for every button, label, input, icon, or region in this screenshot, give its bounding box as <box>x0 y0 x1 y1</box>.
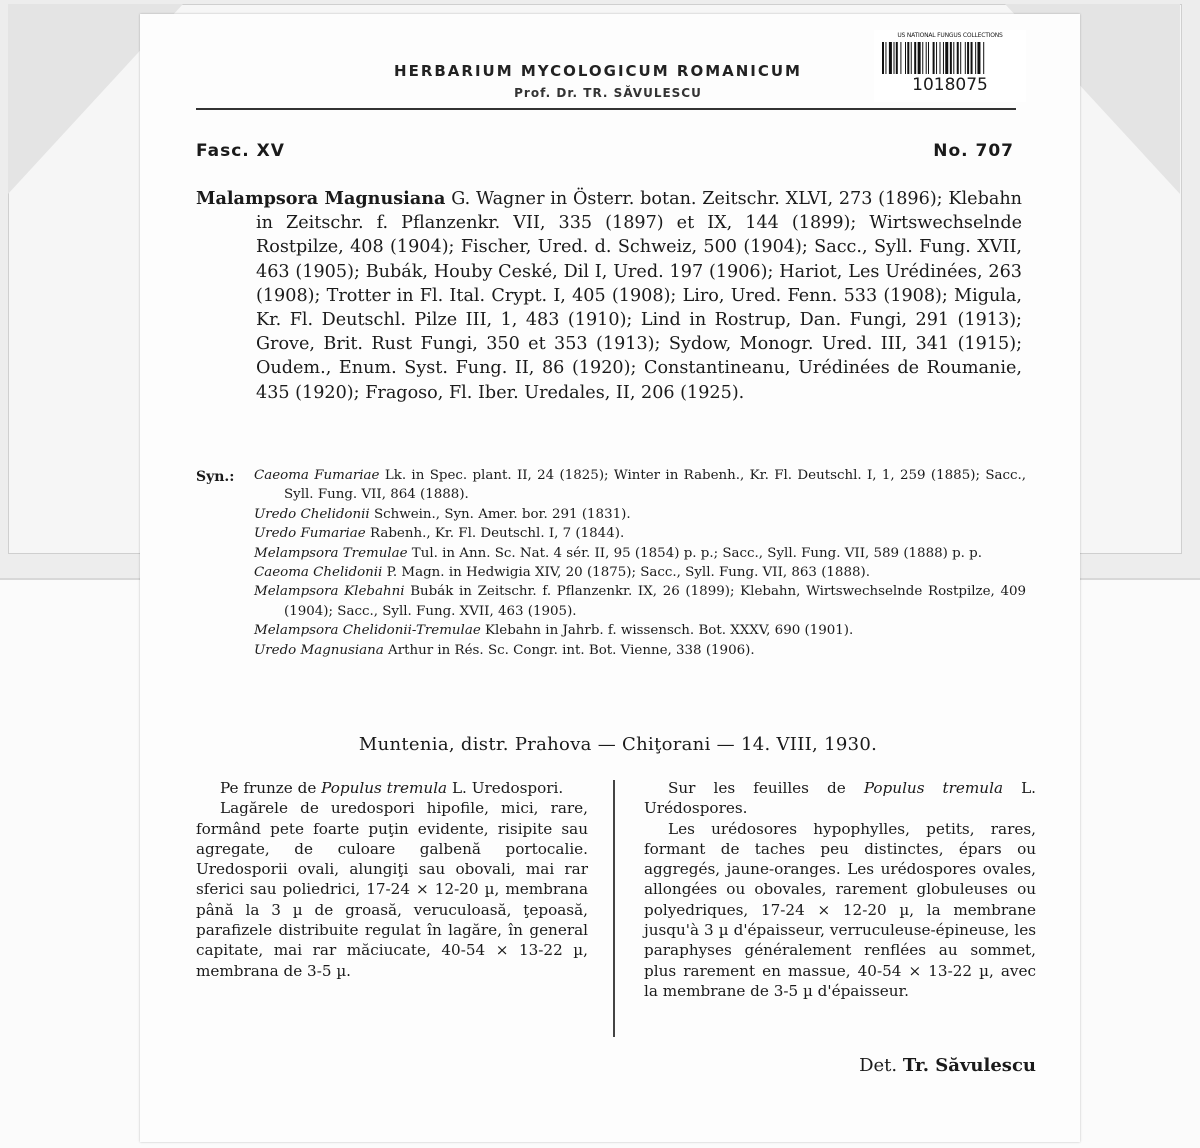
column-divider <box>613 780 615 1037</box>
host-line-french <box>644 778 1036 819</box>
synonym-name: Caeoma Chelidonii <box>254 565 383 581</box>
synonym-name: Melampsora Tremulae <box>254 545 408 561</box>
synonym-name: Melampsora Klebahni <box>254 584 405 600</box>
label-author: Prof. Dr. TR. SĂVULESCU <box>514 86 702 100</box>
synonym-name: Uredo Chelidonii <box>254 506 370 522</box>
synonym-item <box>254 544 1026 563</box>
species-citation: G. Wagner in Österr. botan. Zeitschr. XLVI, 273 (1896); Klebahn in Zeitschr. f. Pflanzenkr. VII, 335 (1897) et IX, 144 (1899); Wirtswechselnde Rostpilze, 408 (1904); Fischer, Ured. d. Schweiz, 500 (1904); Sacc., Syll. Fung. XVII, 463 (1905); Bubák, Houby Ceské, Dil I, Ured. 197 (1906); Hariot, Les Urédinées, 263 (1908); Trotter in Fl. Ital. Crypt. I, 405 (1908); Liro, Ured. Fenn. 533 (1908); Migula, Kr. Fl. Deutschl. Pilze III, 1, 483 (1910); Lind in Rostrup, Dan. Fungi, 291 (1913); Grove, Brit. Rust Fungi, 350 et 353 (1913); Sydow, Monogr. Ured. III, 341 (1915); Oudem., Enum. Syst. Fung. II, 86 (1920); Constantineanu, Urédinées de Roumanie, 435 (1920); Fragoso, Fl. Iber. Uredales, II, 206 (1925). <box>256 189 1022 403</box>
synonym-item <box>254 563 1026 582</box>
synonym-item <box>254 524 1026 543</box>
synonym-citation: Rabenh., Kr. Fl. Deutschl. I, 7 (1844). <box>369 526 625 542</box>
synonym-item <box>254 641 1026 660</box>
determiner-name: Tr. Săvulescu <box>902 1055 1036 1076</box>
synonym-item <box>254 582 1026 621</box>
description-text-romanian: Lagărele de uredospori hipofile, mici, rare, formând pete foarte puţin evidente, risipite sau agregate, de culoare galbenă portocalie. Uredosporii ovali, alungiţi sau obovali, mai rar sferici sau poliedrici, 17-24 × 12-20 µ, membrana până la 3 µ de groasă, veruculoasă, ţepoasă, parafizele distribuite regulat în lagăre, în general capitate, mai rar măciucate, 40-54 × 13-22 µ, membrana de 3-5 µ. <box>196 799 588 980</box>
specimen-number: No. 707 <box>933 141 1014 161</box>
collection-locality: Muntenia, distr. Prahova — Chiţorani — 14. VIII, 1930. <box>358 734 878 755</box>
synonym-citation: Schwein., Syn. Amer. bor. 291 (1831). <box>373 506 631 522</box>
synonym-name: Uredo Magnusiana <box>254 642 384 658</box>
host-line-romanian <box>196 778 588 798</box>
determiner <box>760 1055 1036 1076</box>
header-rule <box>196 108 1016 110</box>
synonyms <box>196 466 1026 660</box>
synonym-citation: Arthur in Rés. Sc. Congr. int. Bot. Vienne, 338 (1906). <box>388 642 755 658</box>
description-text-french: Les urédosores hypophylles, petits, rares, formant de taches peu distinctes, épars ou aggregés, jaune-oranges. Les urédospores ovales, allongées ou obovales, rarement globuleuses ou polyedriques, 17-24 × 12-20 µ, la membrane jusqu'à 3 µ d'épaisseur, verruculeuse-épineuse, les paraphyses généralement renflées au sommet, plus rarement en massue, 40-54 × 13-22 µ, avec la membrane de 3-5 µ d'épaisseur. <box>644 819 1036 1000</box>
main-entry <box>196 187 1022 405</box>
synonym-citation: Lk. in Spec. plant. II, 24 (1825); Winter in Rabenh., Kr. Fl. Deutschl. I, 1, 259 (1885); Sacc., Syll. Fung. VII, 864 (1888). <box>284 468 1026 503</box>
synonyms-label: Syn.: <box>196 469 235 485</box>
synonym-item <box>254 621 1026 640</box>
barcode-label <box>874 30 1026 102</box>
host-suffix: L. Uredospori. <box>451 779 564 797</box>
synonym-citation: Klebahn in Jahrb. f. wissensch. Bot. XXXV, 690 (1901). <box>485 623 854 639</box>
host-name: Populus tremula <box>863 779 1004 797</box>
synonym-citation: P. Magn. in Hedwigia XIV, 20 (1875); Sacc., Syll. Fung. VII, 863 (1888). <box>386 565 870 581</box>
label-title: HERBARIUM MYCOLOGICUM ROMANICUM <box>394 62 802 80</box>
synonym-citation: Tul. in Ann. Sc. Nat. 4 sér. II, 95 (1854) p. p.; Sacc., Syll. Fung. VII, 589 (1888) p. p. <box>411 545 983 561</box>
synonym-citation: Bubák in Zeitschr. f. Pflanzenkr. IX, 26 (1899); Klebahn, Wirtswechselnde Rostpilze, 409 (1904); Sacc., Syll. Fung. XVII, 463 (1905). <box>284 584 1026 619</box>
barcode-icon <box>882 42 1018 74</box>
barcode-number: 1018075 <box>912 75 988 95</box>
species-name: Malampsora Magnusiana <box>196 188 446 209</box>
fascicle: Fasc. XV <box>196 141 285 161</box>
synonym-name: Melampsora Chelidonii-Tremulae <box>254 623 481 639</box>
host-name: Populus tremula <box>321 779 448 797</box>
description-french <box>644 778 1036 1001</box>
synonym-name: Uredo Fumariae <box>254 526 366 542</box>
synonym-name: Caeoma Fumariae <box>254 468 380 483</box>
host-prefix: Sur les feuilles de <box>668 779 846 797</box>
description-romanian <box>196 778 588 981</box>
host-prefix: Pe frunze de <box>220 779 317 797</box>
synonym-item <box>254 505 1026 524</box>
barcode-caption: US NATIONAL FUNGUS COLLECTIONS <box>897 32 1003 39</box>
determiner-prefix: Det. <box>859 1055 898 1076</box>
synonym-item <box>254 466 1026 505</box>
host-suffix: L. Urédospores. <box>644 779 1037 818</box>
